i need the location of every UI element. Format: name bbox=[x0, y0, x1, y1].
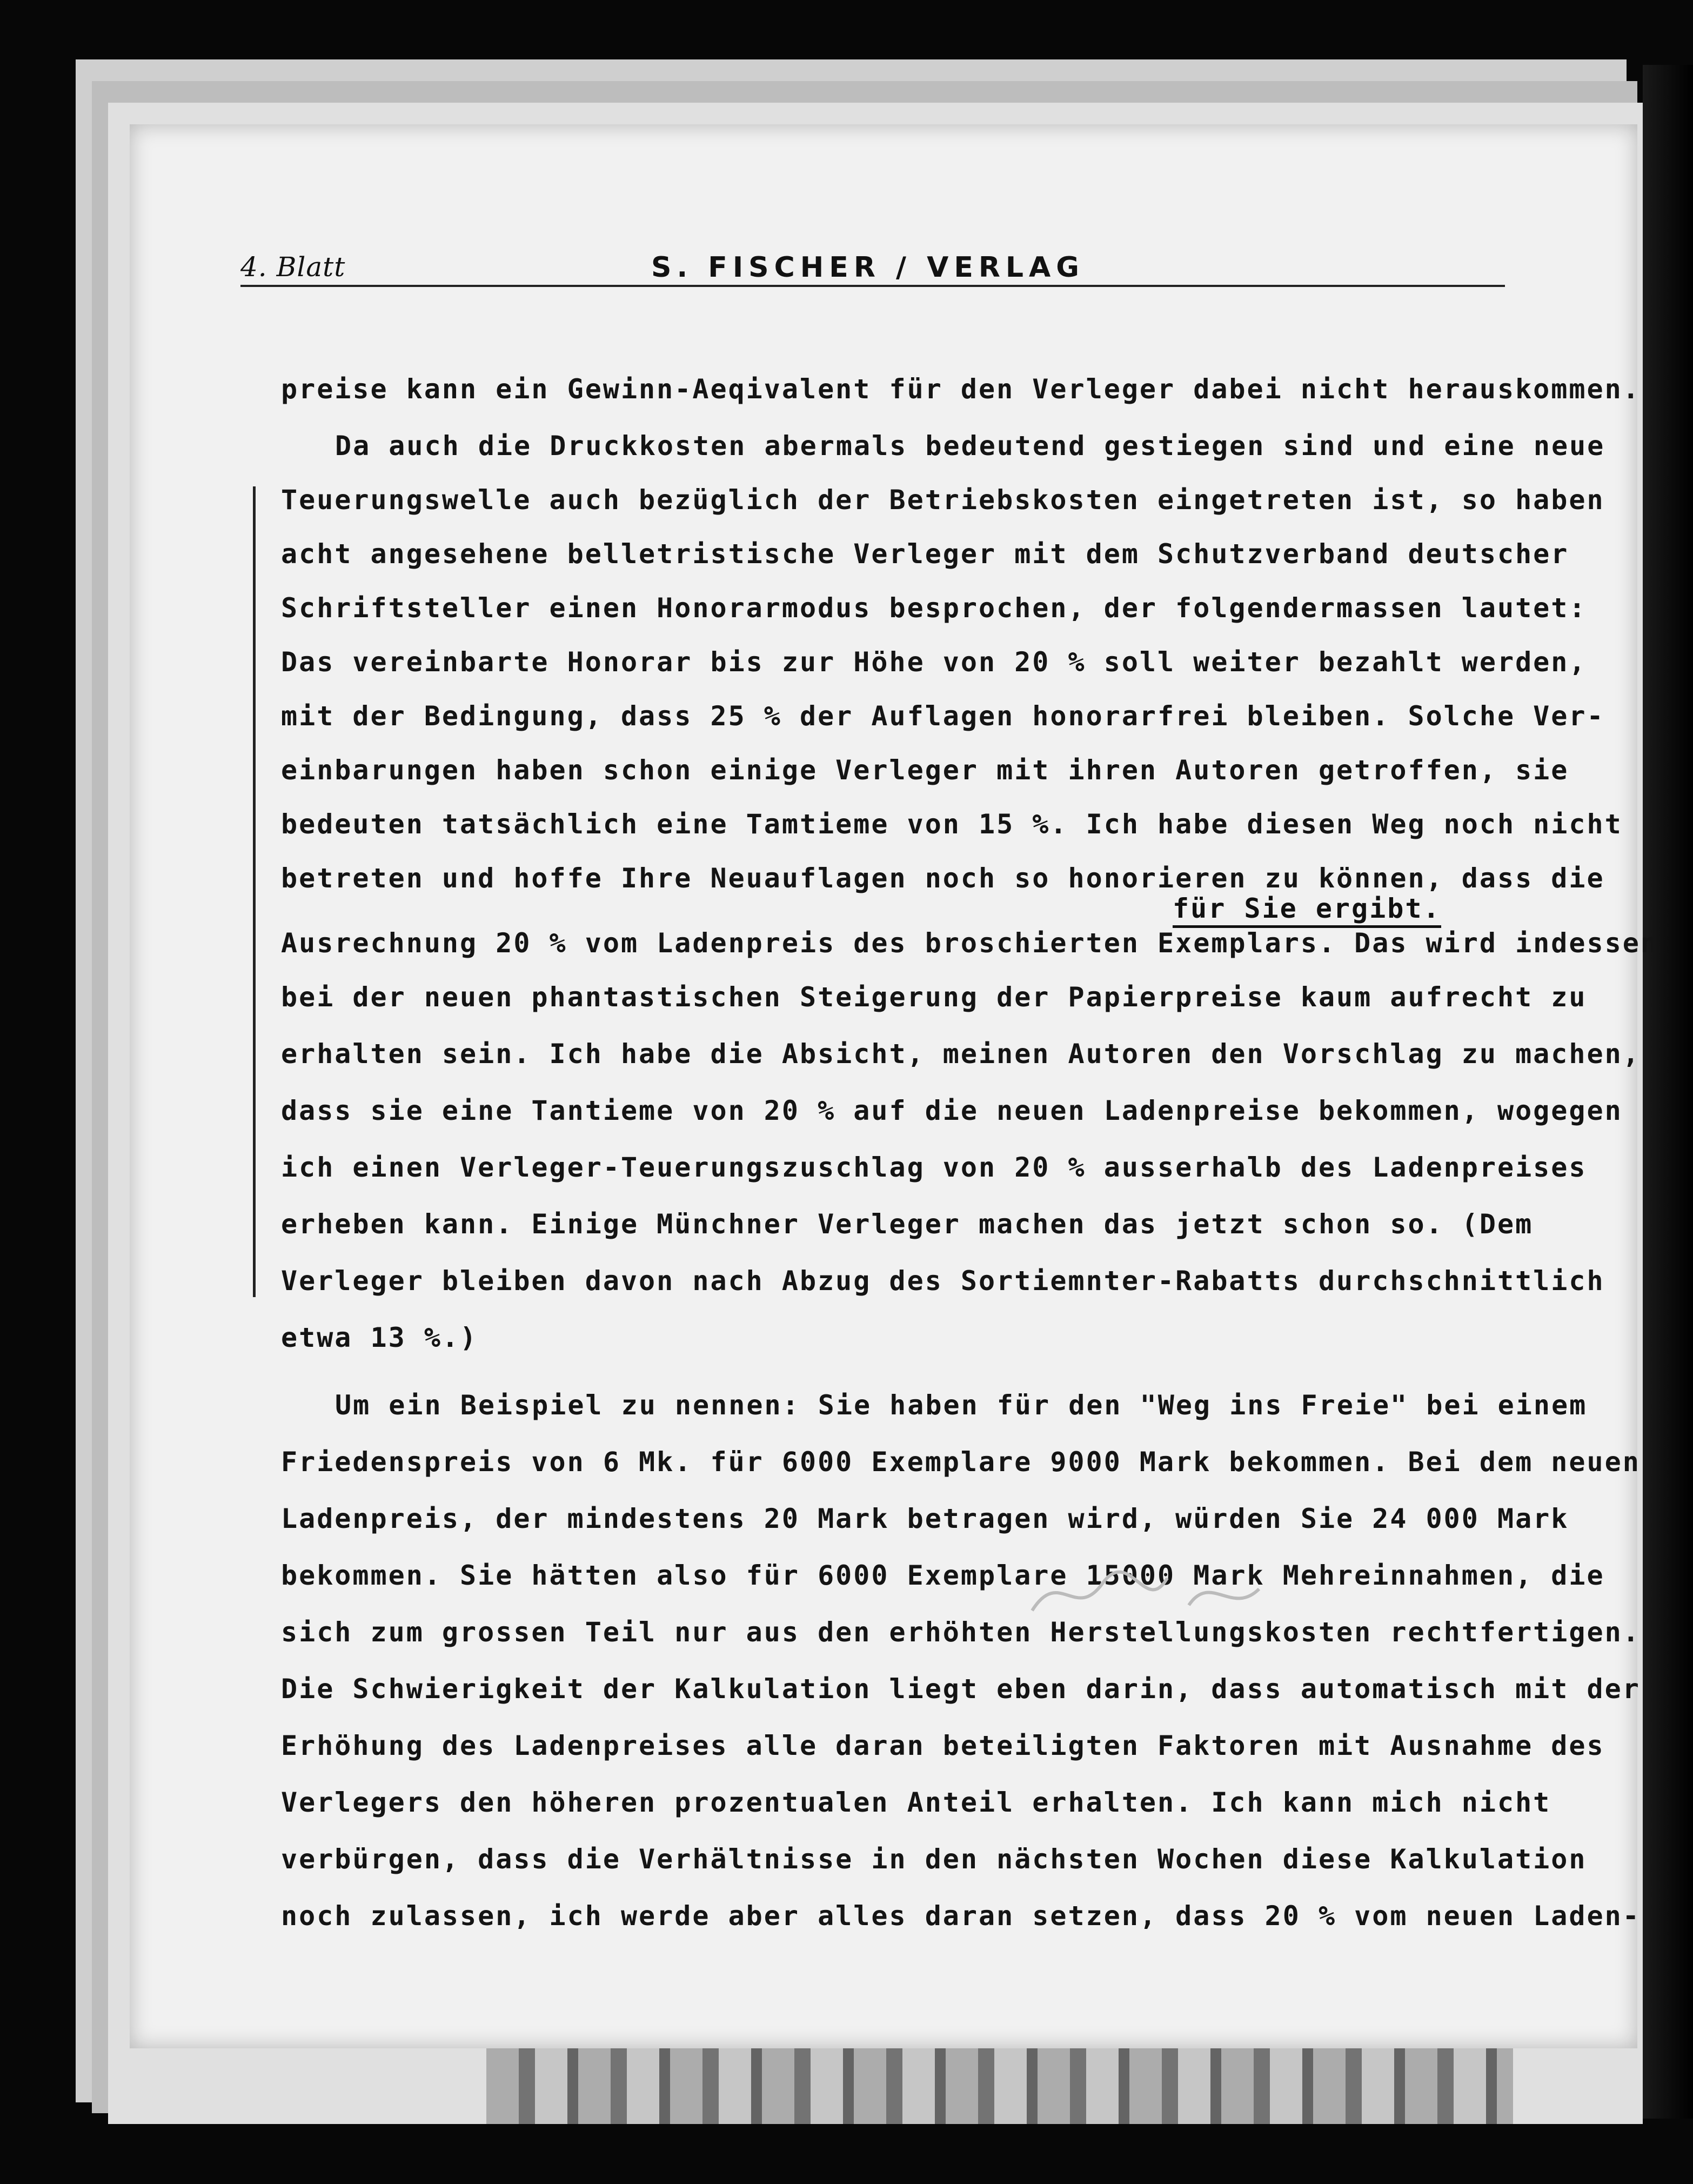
handwritten-insert: für Sie ergibt. bbox=[1173, 893, 1441, 928]
scan-edge-shadow bbox=[1643, 65, 1693, 2119]
text-line: Verlegers den höheren prozentualen Anteil erhalten. Ich kann mich nicht bbox=[281, 1787, 1551, 1818]
text-line: Da auch die Druckkosten abermals bedeutend gestiegen sind und eine neue bbox=[335, 430, 1605, 462]
text-line: Teuerungswelle auch bezüglich der Betriebskosten eingetreten ist, so haben bbox=[281, 484, 1605, 516]
faint-signature-mark bbox=[1027, 1562, 1351, 1627]
text-line: verbürgen, dass die Verhältnisse in den nächsten Wochen diese Kalkulation bbox=[281, 1844, 1587, 1875]
text-line: bedeuten tatsächlich eine Tamtieme von 15 %. Ich habe diesen Weg noch nicht bbox=[281, 809, 1623, 840]
text-line: etwa 13 %.) bbox=[281, 1322, 478, 1353]
text-line: noch zulassen, ich werde aber alles daran setzen, dass 20 % vom neuen Laden- bbox=[281, 1900, 1641, 1932]
text-line: Die Schwierigkeit der Kalkulation liegt eben darin, dass automatisch mit der bbox=[281, 1673, 1641, 1705]
text-line: Erhöhung des Ladenpreises alle daran beteiligten Faktoren mit Ausnahme des bbox=[281, 1730, 1605, 1761]
text-line: Ausrechnung 20 % vom Ladenpreis des broschierten Exemplars. Das wird indessen bbox=[281, 927, 1658, 959]
text-line: sich zum grossen Teil nur aus den erhöhten Herstellungskosten rechtfertigen. bbox=[281, 1617, 1641, 1648]
text-line: betreten und hoffe Ihre Neuauflagen noch so honorieren zu können, dass die bbox=[281, 863, 1605, 894]
text-line: bekommen. Sie hätten also für 6000 Exemplare 15000 Mark Mehreinnahmen, die bbox=[281, 1560, 1605, 1591]
text-line: preise kann ein Gewinn-Aeqivalent für den Verleger dabei nicht herauskommen. bbox=[281, 373, 1641, 405]
margin-mark bbox=[253, 486, 256, 1297]
text-line: mit der Bedingung, dass 25 % der Auflagen honorarfrei bleiben. Solche Ver- bbox=[281, 700, 1605, 732]
page-label: 4. Blatt bbox=[240, 251, 346, 283]
text-line: Ladenpreis, der mindestens 20 Mark betragen wird, würden Sie 24 000 Mark bbox=[281, 1503, 1569, 1534]
text-line: erhalten sein. Ich habe die Absicht, meinen Autoren den Vorschlag zu machen, bbox=[281, 1038, 1641, 1070]
text-line: acht angesehene belletristische Verleger mit dem Schutzverband deutscher bbox=[281, 538, 1569, 570]
text-line: ich einen Verleger-Teuerungszuschlag von 20 % ausserhalb des Ladenpreises bbox=[281, 1152, 1587, 1183]
text-line: Friedenspreis von 6 Mk. für 6000 Exemplare 9000 Mark bekommen. Bei dem neuen bbox=[281, 1446, 1641, 1478]
torn-bottom-edge bbox=[486, 2048, 1513, 2124]
text-line: Das vereinbarte Honorar bis zur Höhe von 20 % soll weiter bezahlt werden, bbox=[281, 646, 1587, 678]
text-line: einbarungen haben schon einige Verleger mit ihren Autoren getroffen, sie bbox=[281, 754, 1569, 786]
text-line: Verleger bleiben davon nach Abzug des Sortiemnter-Rabatts durchschnittlich bbox=[281, 1265, 1605, 1297]
letterhead-rule bbox=[240, 285, 1505, 287]
text-line: bei der neuen phantastischen Steigerung der Papierpreise kaum aufrecht zu bbox=[281, 981, 1587, 1013]
letterhead bbox=[240, 251, 1505, 289]
text-line: erheben kann. Einige Münchner Verleger machen das jetzt schon so. (Dem bbox=[281, 1208, 1534, 1240]
publisher-name: S. FISCHER / VERLAG bbox=[651, 251, 1085, 284]
text-line: Um ein Beispiel zu nennen: Sie haben für den "Weg ins Freie" bei einem bbox=[335, 1390, 1588, 1421]
text-line: dass sie eine Tantieme von 20 % auf die neuen Ladenpreise bekommen, wogegen bbox=[281, 1095, 1623, 1126]
text-line: Schriftsteller einen Honorarmodus besprochen, der folgendermassen lautet: bbox=[281, 592, 1587, 624]
